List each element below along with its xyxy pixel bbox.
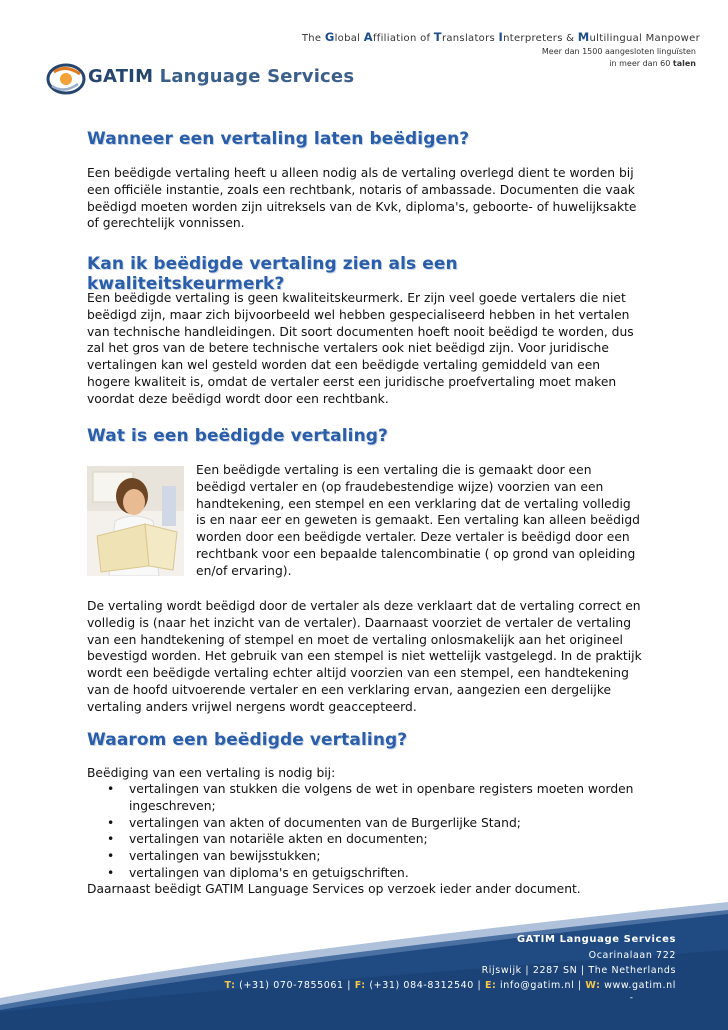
web-link[interactable]: www.gatim.nl bbox=[600, 980, 676, 991]
company-logo bbox=[46, 62, 355, 96]
languages-word: talen bbox=[672, 59, 696, 68]
tagline-initial: A bbox=[363, 30, 373, 44]
section-paragraph: De vertaling wordt beëdigd door de vertaler als deze verklaart dat de vertaling correct en volledig is (naar het inzicht van de vertaler). Daarnaast voorziet de vertaler de vertaling van een handtekening of stempel en moet de vertaling onlosmakelijk aan het origineel bevestigd worden. Het gebruik van een stempel is niet wettelijk vastgelegd. In de praktijk wordt een beëdigde vertaling echter altijd voorzien van een stempel, een handtekening van de hoofd uitvoerende vertaler en een verklaring ervan, aangezien een dergelijke vertaling anders vrijwel nergens wordt geaccepteerd. bbox=[87, 599, 642, 714]
logo-brand-strong: GATIM bbox=[88, 66, 154, 87]
section-heading: Wat is een beëdigde vertaling? bbox=[87, 426, 388, 446]
section-paragraph: Een beëdigde vertaling is een vertaling die is gemaakt door een beëdigd vertaler en (op fraudebestendige wijze) voorzien van een handtekening, een stempel en een verklaring dat de vertaling volledig is en naar eer en geweten is gemaakt. Een vertaling kan alleen beëdigd worden door een beëdigde vertaler. Deze vertaler is beëdigd door een rechtbank voor een bepaalde talencombinatie ( op grond van opleiding en/of ervaring). bbox=[196, 463, 640, 578]
section-paragraph: Een beëdigde vertaling heeft u alleen nodig als de vertaling overlegd dient te worden bij een officiële instantie, zoals een rechtbank, notaris of ambassade. Documenten die vaak beëdigd moeten worden zijn uitreksels van de Kvk, diploma's, geboorte- of huwelijksakte of gerechtelijk vonnissen. bbox=[87, 166, 637, 231]
tagline-word: ffiliation of bbox=[372, 33, 434, 44]
list-item-text: vertalingen van notariële akten en documenten; bbox=[129, 832, 428, 847]
email-value[interactable]: info@gatim.nl | bbox=[496, 980, 586, 991]
list-item bbox=[87, 865, 647, 882]
bullet-icon: • bbox=[107, 832, 115, 847]
closing-paragraph: Daarnaast beëdigt GATIM Language Services op verzoek ieder ander document. bbox=[87, 882, 581, 896]
web-label: W: bbox=[585, 980, 601, 991]
translator-photo bbox=[87, 466, 184, 576]
phone-label: T: bbox=[224, 980, 236, 991]
list-item bbox=[87, 831, 647, 848]
tagline-initial: I bbox=[498, 30, 504, 44]
tagline-initial: G bbox=[324, 30, 335, 44]
list-intro: Beëdiging van een vertaling is nodig bij: bbox=[87, 766, 336, 780]
languages-prefix: in meer dan 60 bbox=[609, 59, 673, 68]
tagline-initial: T bbox=[433, 30, 442, 44]
footer-contact bbox=[225, 980, 676, 991]
globe-logo-icon bbox=[46, 62, 86, 96]
logo-wordmark bbox=[88, 66, 354, 87]
section-paragraph: Een beëdigde vertaling is geen kwaliteitskeurmerk. Er zijn veel goede vertalers die niet beëdigd zijn, maar zich bijvoorbeeld wel hebben gespecialiseerd hebben in het vertalen van technische handleidingen. Dit soort documenten hoeft nooit beëdigd te worden, dus zal het gros van de betere technische vertalers ook niet beëdigd zijn. Voor juridische vertalingen kan wel gesteld worden dat een beëdigde vertaling gemiddeld van een hogere kwaliteit is, omdat de vertaler eerst een juridische proefvertaling moet maken voordat deze beëdigd wordt door een rechtbank. bbox=[87, 291, 634, 406]
tagline-word: ultilingual Manpower bbox=[589, 33, 700, 44]
list-item bbox=[87, 848, 647, 865]
list-item-text: vertalingen van stukken die volgens de wet in openbare registers moeten worden ingeschreven; bbox=[129, 782, 634, 813]
footer bbox=[0, 900, 728, 1030]
bullet-icon: • bbox=[107, 865, 115, 880]
fax-label: F: bbox=[354, 980, 366, 991]
section-heading: Waarom een beëdigde vertaling? bbox=[87, 730, 408, 750]
logo-brand-rest: Language Services bbox=[153, 66, 355, 87]
tagline-word: ranslators bbox=[441, 33, 499, 44]
requirements-list bbox=[87, 781, 647, 882]
list-item bbox=[87, 815, 647, 832]
tagline-initial: M bbox=[577, 30, 590, 44]
bullet-icon: • bbox=[107, 782, 115, 796]
section-heading: Wanneer een vertaling laten beëdigen? bbox=[87, 129, 470, 149]
linguists-count: Meer dan 1500 aangesloten linguïsten bbox=[541, 47, 696, 56]
list-item-text: vertalingen van bewijsstukken; bbox=[129, 849, 321, 864]
tagline-word: nterpreters & bbox=[503, 33, 578, 44]
email-label: E: bbox=[484, 980, 497, 991]
bullet-icon: • bbox=[107, 849, 115, 864]
phone-value: (+31) 070-7855061 | bbox=[235, 980, 355, 991]
tagline-prefix: The bbox=[301, 33, 325, 44]
tagline bbox=[302, 30, 700, 44]
list-item-text: vertalingen van akten of documenten van de Burgerlijke Stand; bbox=[129, 815, 521, 830]
languages-count bbox=[609, 59, 696, 68]
fax-value: (+31) 084-8312540 | bbox=[365, 980, 485, 991]
footer-dash: - bbox=[629, 993, 633, 1003]
list-item bbox=[87, 781, 647, 815]
tagline-word: lobal bbox=[334, 33, 364, 44]
footer-company: GATIM Language Services bbox=[516, 934, 676, 945]
bullet-icon: • bbox=[107, 815, 115, 830]
footer-city: Rijswijk | 2287 SN | The Netherlands bbox=[481, 965, 676, 976]
list-item-text: vertalingen van diploma's en getuigschriften. bbox=[129, 865, 409, 880]
section-heading: Kan ik beëdigde vertaling zien als een kwaliteitskeurmerk? bbox=[87, 254, 458, 294]
footer-street: Ocarinalaan 722 bbox=[588, 950, 676, 961]
